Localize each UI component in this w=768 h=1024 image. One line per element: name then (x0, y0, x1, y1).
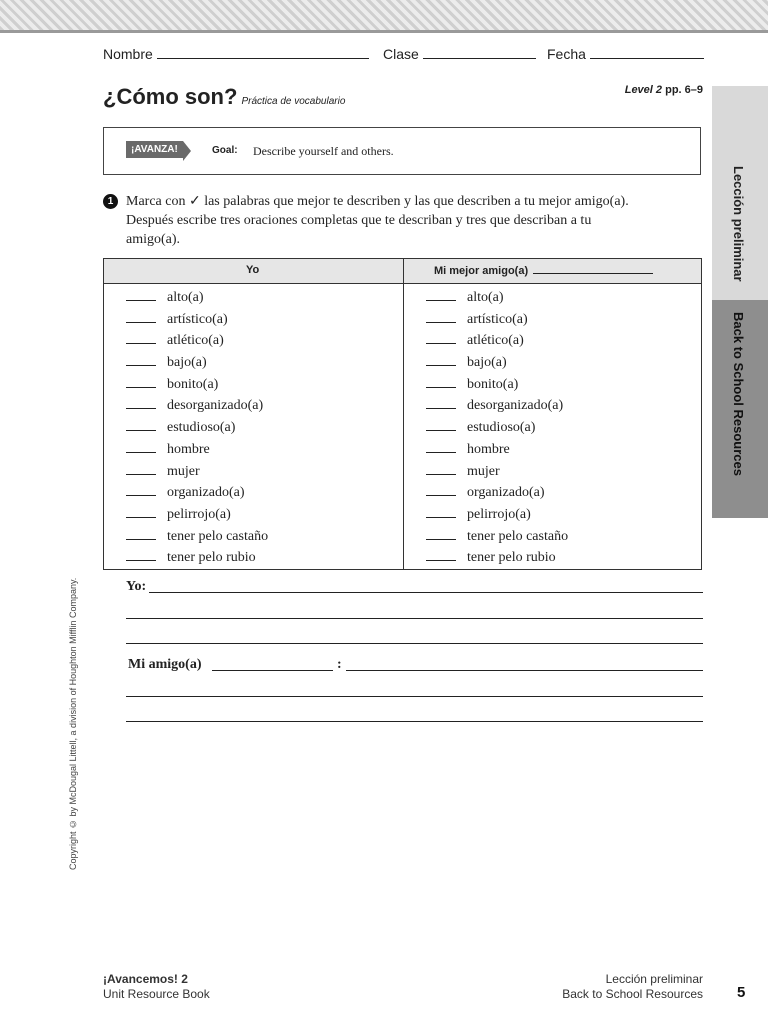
yo-item-label: artístico(a) (167, 311, 228, 327)
yo-check-blank[interactable] (126, 483, 156, 496)
page-title (103, 84, 345, 110)
amigo-item (426, 439, 568, 461)
amigo-item-label: alto(a) (467, 290, 504, 305)
yo-check-blank[interactable] (126, 288, 156, 301)
class-field[interactable] (383, 46, 536, 62)
yo-column (126, 287, 268, 569)
yo-item-label: bajo(a) (167, 355, 207, 371)
yo-check-blank[interactable] (126, 396, 156, 409)
class-line[interactable] (423, 46, 536, 59)
amigo-item (426, 287, 568, 309)
level-pages: pp. 6–9 (665, 84, 703, 96)
amigo-item-label: desorganizado(a) (467, 398, 564, 414)
amigo-writing-label: Mi amigo(a) (128, 657, 202, 672)
footer-book-subtitle: Unit Resource Book (103, 987, 210, 1001)
goal-box (103, 127, 701, 175)
title-text: ¿Cómo son? (103, 84, 238, 109)
footer-right (562, 972, 703, 1002)
amigo-name-blank[interactable] (212, 670, 333, 671)
amigo-item-label: pelirrojo(a) (467, 506, 531, 522)
yo-line-3[interactable] (126, 643, 703, 644)
yo-item-label: pelirrojo(a) (167, 506, 231, 522)
date-line[interactable] (590, 46, 704, 59)
yo-item-label: hombre (167, 441, 210, 457)
side-tab-back-to-school[interactable] (712, 300, 768, 518)
yo-line-2[interactable] (126, 618, 703, 619)
amigo-check-blank[interactable] (426, 288, 456, 301)
yo-item-label: tener pelo castaño (167, 528, 269, 544)
amigo-item-label: tener pelo castaño (467, 528, 569, 544)
amigo-check-blank[interactable] (426, 418, 456, 431)
date-label: Fecha (547, 46, 586, 62)
exercise-number-icon: 1 (103, 194, 118, 209)
amigo-item-label: bajo(a) (467, 355, 507, 371)
amigo-item (426, 547, 568, 569)
yo-check-blank[interactable] (126, 440, 156, 453)
class-label: Clase (383, 46, 419, 62)
yo-item (126, 309, 268, 331)
amigo-item-label: atlético(a) (467, 333, 524, 349)
exercise-instructions (103, 192, 643, 249)
page-number: 5 (737, 984, 746, 1001)
side-tab-leccion-label: Lección preliminar (731, 166, 746, 282)
amigo-item (426, 352, 568, 374)
amigo-check-blank[interactable] (426, 527, 456, 540)
goal-label: Goal: (212, 145, 238, 156)
amigo-column (426, 287, 568, 569)
amigo-item-label: artístico(a) (467, 311, 528, 327)
amigo-header-label: Mi mejor amigo(a) (434, 265, 529, 277)
amigo-item (426, 482, 568, 504)
column-header-amigo (434, 264, 653, 277)
yo-item (126, 461, 268, 483)
yo-item-label: bonito(a) (167, 376, 219, 392)
yo-check-blank[interactable] (126, 375, 156, 388)
yo-item (126, 287, 268, 309)
amigo-item-label: bonito(a) (467, 376, 519, 392)
yo-check-blank[interactable] (126, 527, 156, 540)
yo-check-blank[interactable] (126, 331, 156, 344)
yo-item (126, 439, 268, 461)
yo-item-label: alto(a) (167, 290, 204, 305)
amigo-check-blank[interactable] (426, 483, 456, 496)
side-tab-leccion[interactable] (712, 86, 768, 300)
amigo-item (426, 374, 568, 396)
yo-item (126, 374, 268, 396)
yo-item (126, 504, 268, 526)
amigo-check-blank[interactable] (426, 353, 456, 366)
yo-check-blank[interactable] (126, 310, 156, 323)
yo-item (126, 352, 268, 374)
yo-item-label: desorganizado(a) (167, 398, 264, 414)
amigo-check-blank[interactable] (426, 505, 456, 518)
amigo-item-label: hombre (467, 441, 510, 457)
amigo-check-blank[interactable] (426, 548, 456, 561)
yo-item (126, 547, 268, 569)
column-header-yo: Yo (246, 264, 260, 276)
amigo-item (426, 526, 568, 548)
goal-text: Describe yourself and others. (253, 144, 394, 158)
amigo-check-blank[interactable] (426, 331, 456, 344)
amigo-check-blank[interactable] (426, 310, 456, 323)
checklist-table (103, 258, 702, 570)
amigo-check-blank[interactable] (426, 375, 456, 388)
yo-item (126, 395, 268, 417)
footer-book-title: ¡Avancemos! 2 (103, 972, 188, 986)
decorative-header-band (0, 0, 768, 30)
avanza-badge: ¡AVANZA! (126, 141, 183, 158)
date-field[interactable] (547, 46, 704, 62)
yo-check-blank[interactable] (126, 462, 156, 475)
amigo-name-line[interactable] (533, 264, 653, 274)
amigo-line-1[interactable] (346, 670, 703, 671)
yo-item (126, 417, 268, 439)
amigo-line-3[interactable] (126, 721, 703, 722)
amigo-check-blank[interactable] (426, 462, 456, 475)
amigo-item (426, 417, 568, 439)
side-tab-back-to-school-label: Back to School Resources (731, 312, 746, 476)
amigo-item (426, 309, 568, 331)
level-text: Level 2 (624, 84, 663, 96)
name-field[interactable] (103, 46, 369, 62)
yo-item-label: mujer (167, 463, 200, 479)
amigo-item (426, 461, 568, 483)
amigo-item-label: organizado(a) (467, 485, 545, 501)
footer-left (103, 972, 210, 1002)
yo-item (126, 526, 268, 548)
amigo-item (426, 395, 568, 417)
yo-item-label: tener pelo rubio (167, 550, 256, 566)
yo-item (126, 330, 268, 352)
copyright-notice: Copyright © by McDougal Littell, a division of Houghton Mifflin Company. (68, 577, 78, 870)
yo-item (126, 482, 268, 504)
amigo-item-label: tener pelo rubio (467, 550, 556, 566)
instructions-text: Marca con ✓ las palabras que mejor te describen y las que describen a tu mejor amigo(a). Después escribe tres oraciones completas que te describan y tres que describan a tu amigo(a). (126, 194, 629, 247)
amigo-check-blank[interactable] (426, 440, 456, 453)
yo-check-blank[interactable] (126, 418, 156, 431)
footer-section: Lección preliminar (605, 972, 703, 986)
level-reference (625, 84, 703, 96)
amigo-line-2[interactable] (126, 696, 703, 697)
yo-item-label: atlético(a) (167, 333, 224, 349)
page-subtitle: Práctica de vocabulario (241, 96, 346, 107)
amigo-item-label: estudioso(a) (467, 420, 536, 436)
yo-check-blank[interactable] (126, 353, 156, 366)
amigo-item-label: mujer (467, 463, 500, 479)
amigo-colon: : (337, 657, 342, 672)
amigo-check-blank[interactable] (426, 396, 456, 409)
amigo-item (426, 504, 568, 526)
yo-item-label: organizado(a) (167, 485, 245, 501)
name-label: Nombre (103, 46, 153, 62)
yo-check-blank[interactable] (126, 548, 156, 561)
footer-section-sub: Back to School Resources (562, 987, 703, 1001)
column-divider (403, 259, 404, 569)
yo-line-1[interactable] (149, 592, 703, 593)
name-line[interactable] (157, 46, 369, 59)
yo-item-label: estudioso(a) (167, 420, 236, 436)
yo-writing-label: Yo: (126, 579, 147, 594)
yo-check-blank[interactable] (126, 505, 156, 518)
amigo-item (426, 330, 568, 352)
